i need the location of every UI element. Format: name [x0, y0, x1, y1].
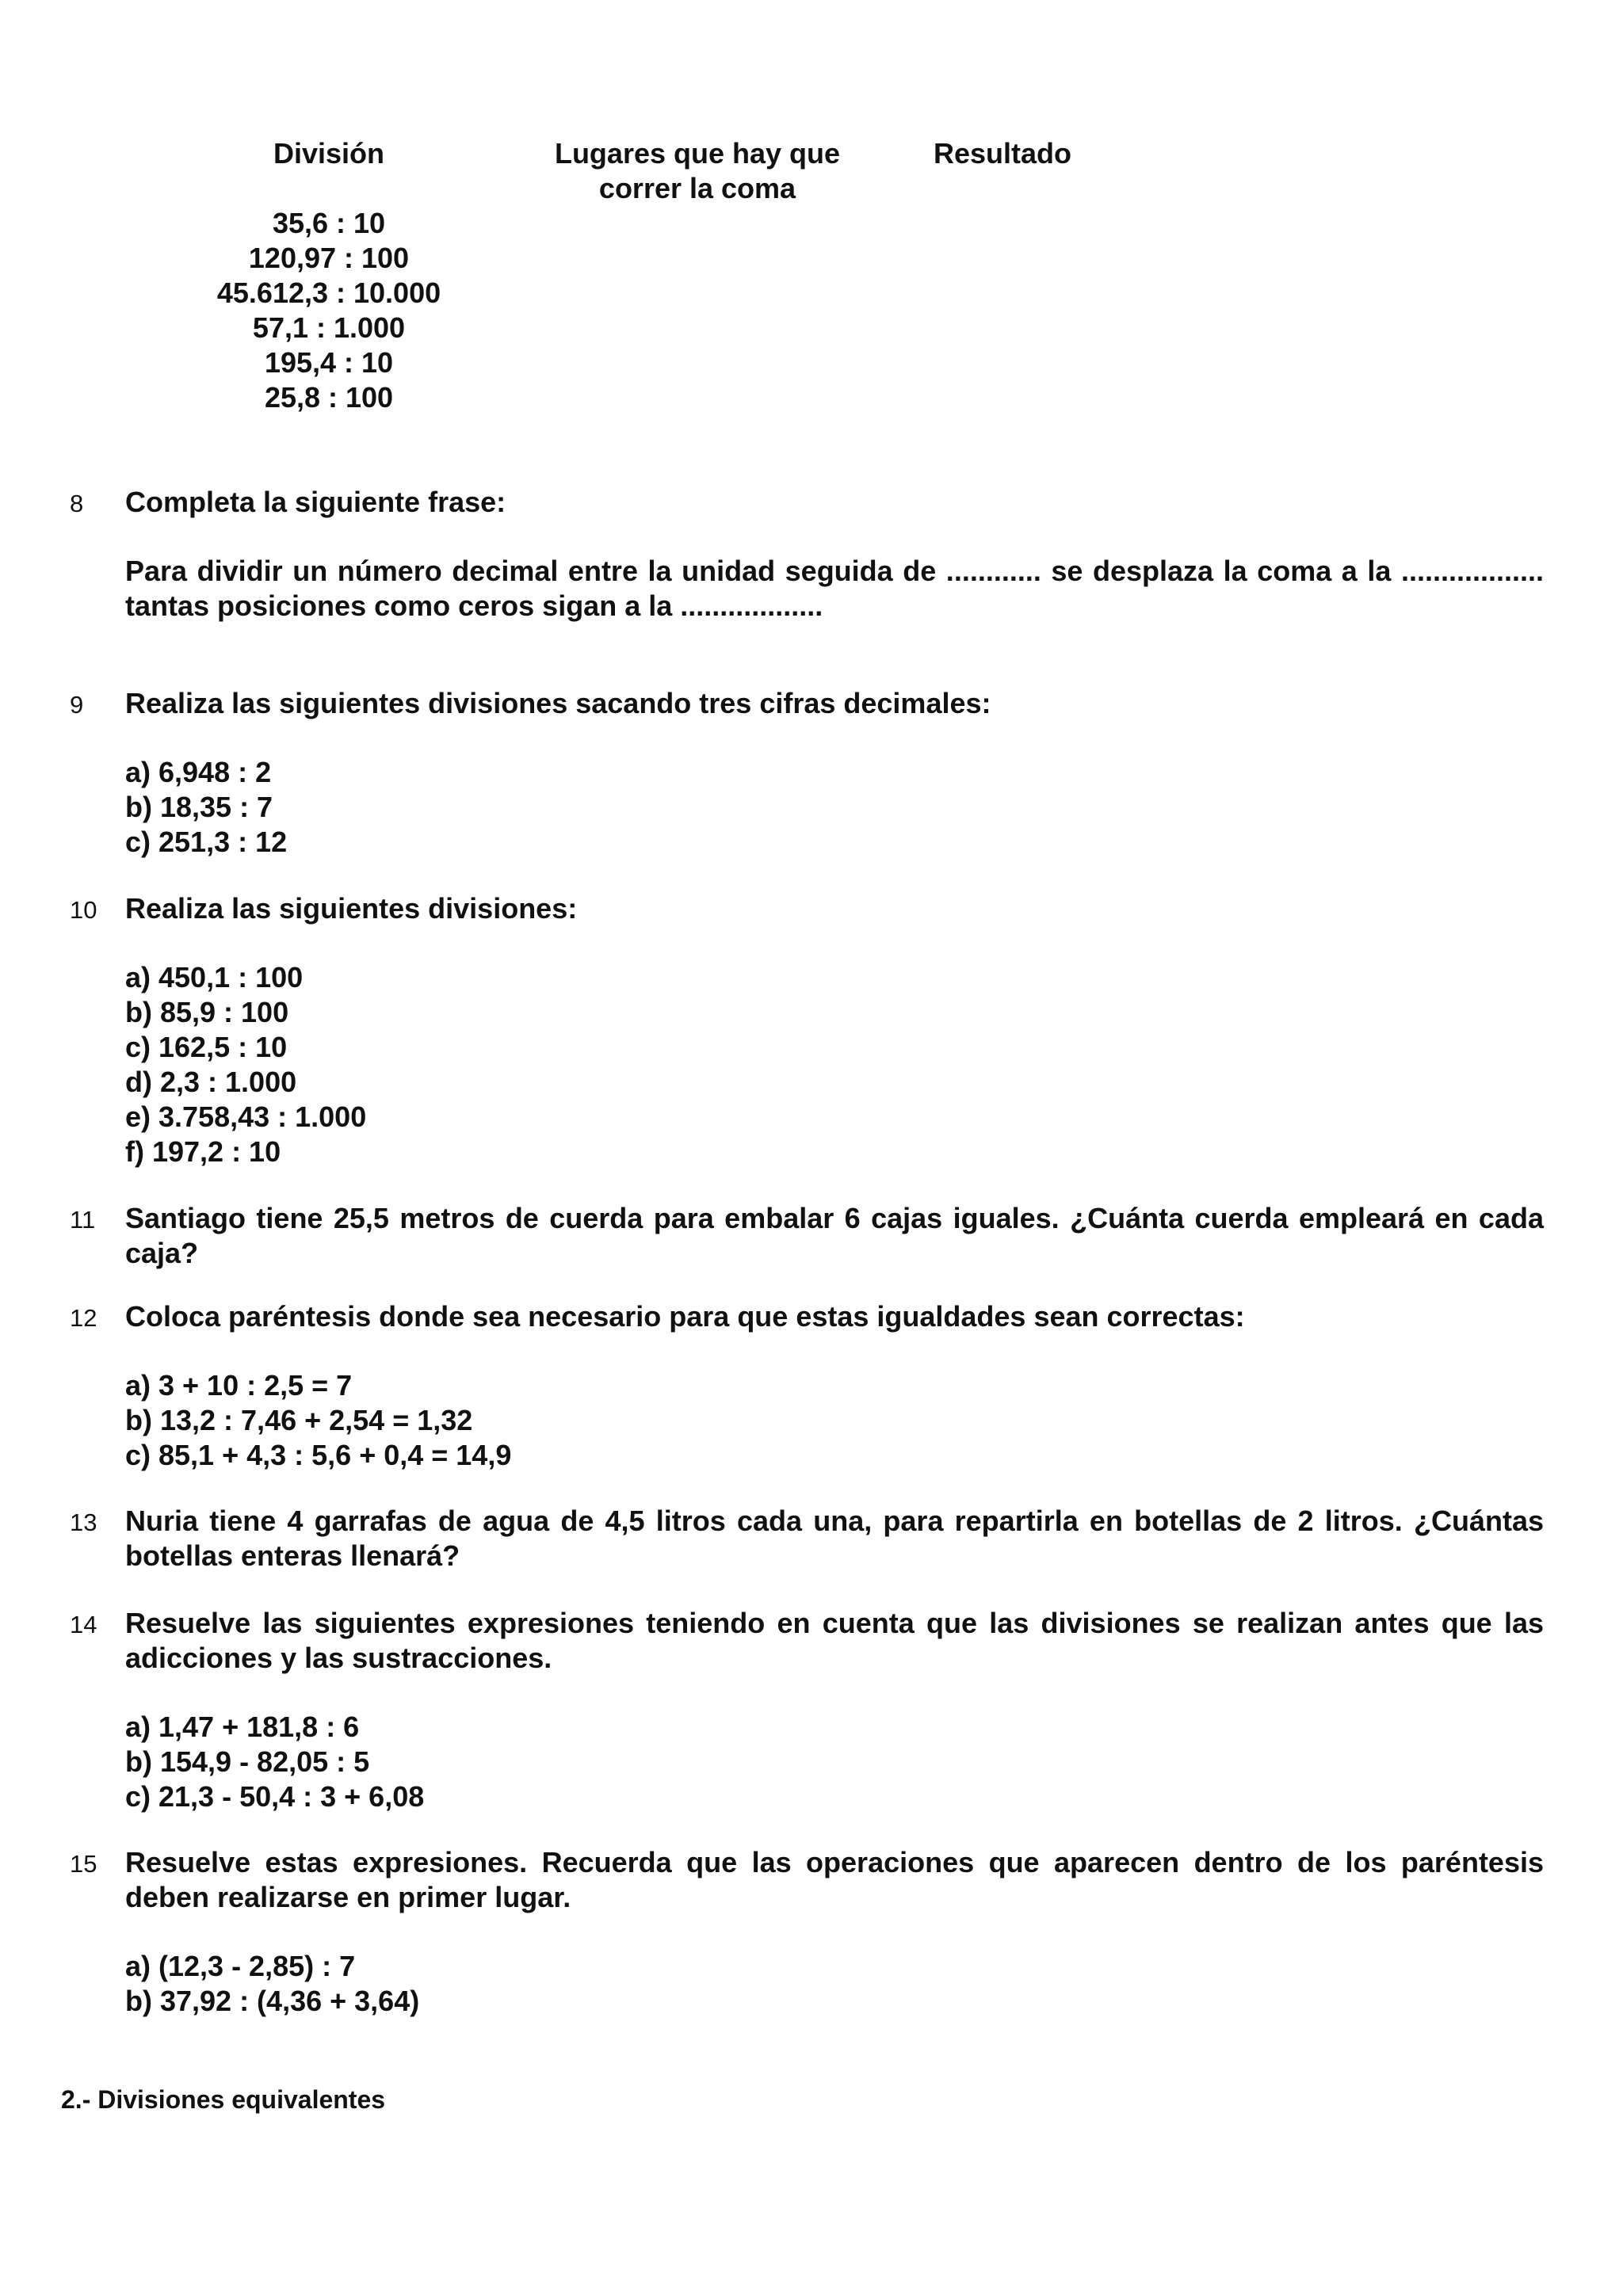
exercise-statement: Coloca paréntesis donde sea necesario para que estas igualdades sean correctas:: [125, 1300, 1245, 1333]
header-lugares: Lugares que hay que correr la coma: [554, 137, 841, 204]
exercise-item: a) 6,948 : 2: [125, 756, 272, 788]
exercise-fill-in-text: Para dividir un número decimal entre la unidad seguida de ............ se desplaza la coma a la .................. tantas posiciones como ceros sigan a la ..................: [125, 555, 1544, 622]
exercise-statement: Realiza las siguientes divisiones sacando tres cifras decimales:: [125, 687, 991, 719]
exercise-statement: Completa la siguiente frase:: [125, 486, 506, 518]
exercise-item: b) 13,2 : 7,46 + 2,54 = 1,32: [125, 1404, 473, 1436]
division-row: 45.612,3 : 10.000: [216, 277, 441, 309]
exercise-item: b) 37,92 : (4,36 + 3,64): [125, 1985, 420, 2017]
exercise-body: [125, 1201, 1544, 1271]
division-row: 35,6 : 10: [272, 207, 386, 239]
exercise-item: a) 450,1 : 100: [125, 961, 304, 994]
exercise-items: [125, 1368, 1544, 1473]
exercise-item: f) 197,2 : 10: [125, 1135, 281, 1168]
exercise-body: [125, 686, 1544, 860]
exercise-items: [125, 755, 1544, 860]
exercise-statement: Resuelve estas expresiones. Recuerda que las operaciones que aparecen dentro de los paréntesis deben realizarse en primer lugar.: [125, 1846, 1544, 1913]
exercise-number: 11: [70, 1206, 96, 1234]
exercise-item: c) 85,1 + 4,3 : 5,6 + 0,4 = 14,9: [125, 1439, 512, 1471]
division-operations: [202, 206, 456, 415]
exercise-body: [125, 485, 1544, 624]
exercise-item: a) (12,3 - 2,85) : 7: [125, 1950, 356, 1982]
exercise-body: [125, 891, 1544, 1169]
exercise-items: [125, 960, 1544, 1169]
division-row: 195,4 : 10: [264, 346, 394, 379]
exercise-number: 8: [70, 490, 84, 517]
exercise-number: 15: [70, 1850, 97, 1878]
exercise-statement: Realiza las siguientes divisiones:: [125, 892, 578, 925]
exercise-item: c) 21,3 - 50,4 : 3 + 6,08: [125, 1780, 425, 1813]
exercise-item: b) 18,35 : 7: [125, 791, 273, 823]
exercise-item: a) 3 + 10 : 2,5 = 7: [125, 1369, 353, 1402]
exercise-number: 9: [70, 691, 84, 719]
exercise-item: b) 85,9 : 100: [125, 996, 289, 1028]
exercise-number: 12: [70, 1304, 97, 1332]
exercise-body: [125, 1299, 1544, 1473]
exercise-statement: Resuelve las siguientes expresiones teniendo en cuenta que las divisiones se realizan antes que las adicciones y las sustracciones.: [125, 1607, 1544, 1674]
exercise-item: d) 2,3 : 1.000: [125, 1066, 297, 1098]
exercise-number: 14: [70, 1611, 97, 1638]
exercise-body: [125, 1845, 1544, 2019]
exercise-statement: Santiago tiene 25,5 metros de cuerda para embalar 6 cajas iguales. ¿Cuánta cuerda empleará en cada caja?: [125, 1202, 1544, 1269]
exercise-number: 13: [70, 1508, 97, 1536]
header-division: División: [273, 137, 385, 170]
division-row: 25,8 : 100: [264, 381, 394, 414]
header-resultado: Resultado: [933, 137, 1072, 170]
exercise-body: [125, 1504, 1544, 1573]
exercise-items: [125, 1949, 1544, 2019]
division-row: 120,97 : 100: [248, 242, 410, 274]
exercise-item: c) 251,3 : 12: [125, 826, 288, 858]
exercise-item: a) 1,47 + 181,8 : 6: [125, 1711, 360, 1743]
exercise-number: 10: [70, 896, 97, 924]
exercise-items: [125, 1710, 1544, 1814]
exercise-item: b) 154,9 - 82,05 : 5: [125, 1745, 370, 1778]
exercise-statement: Nuria tiene 4 garrafas de agua de 4,5 litros cada una, para repartirla en botellas de 2 litros. ¿Cuántas botellas enteras llenará?: [125, 1505, 1544, 1572]
section-heading: 2.- Divisiones equivalentes: [61, 2085, 386, 2114]
division-row: 57,1 : 1.000: [252, 311, 406, 344]
exercise-item: c) 162,5 : 10: [125, 1031, 288, 1063]
exercise-body: [125, 1606, 1544, 1814]
exercise-item: e) 3.758,43 : 1.000: [125, 1100, 367, 1133]
